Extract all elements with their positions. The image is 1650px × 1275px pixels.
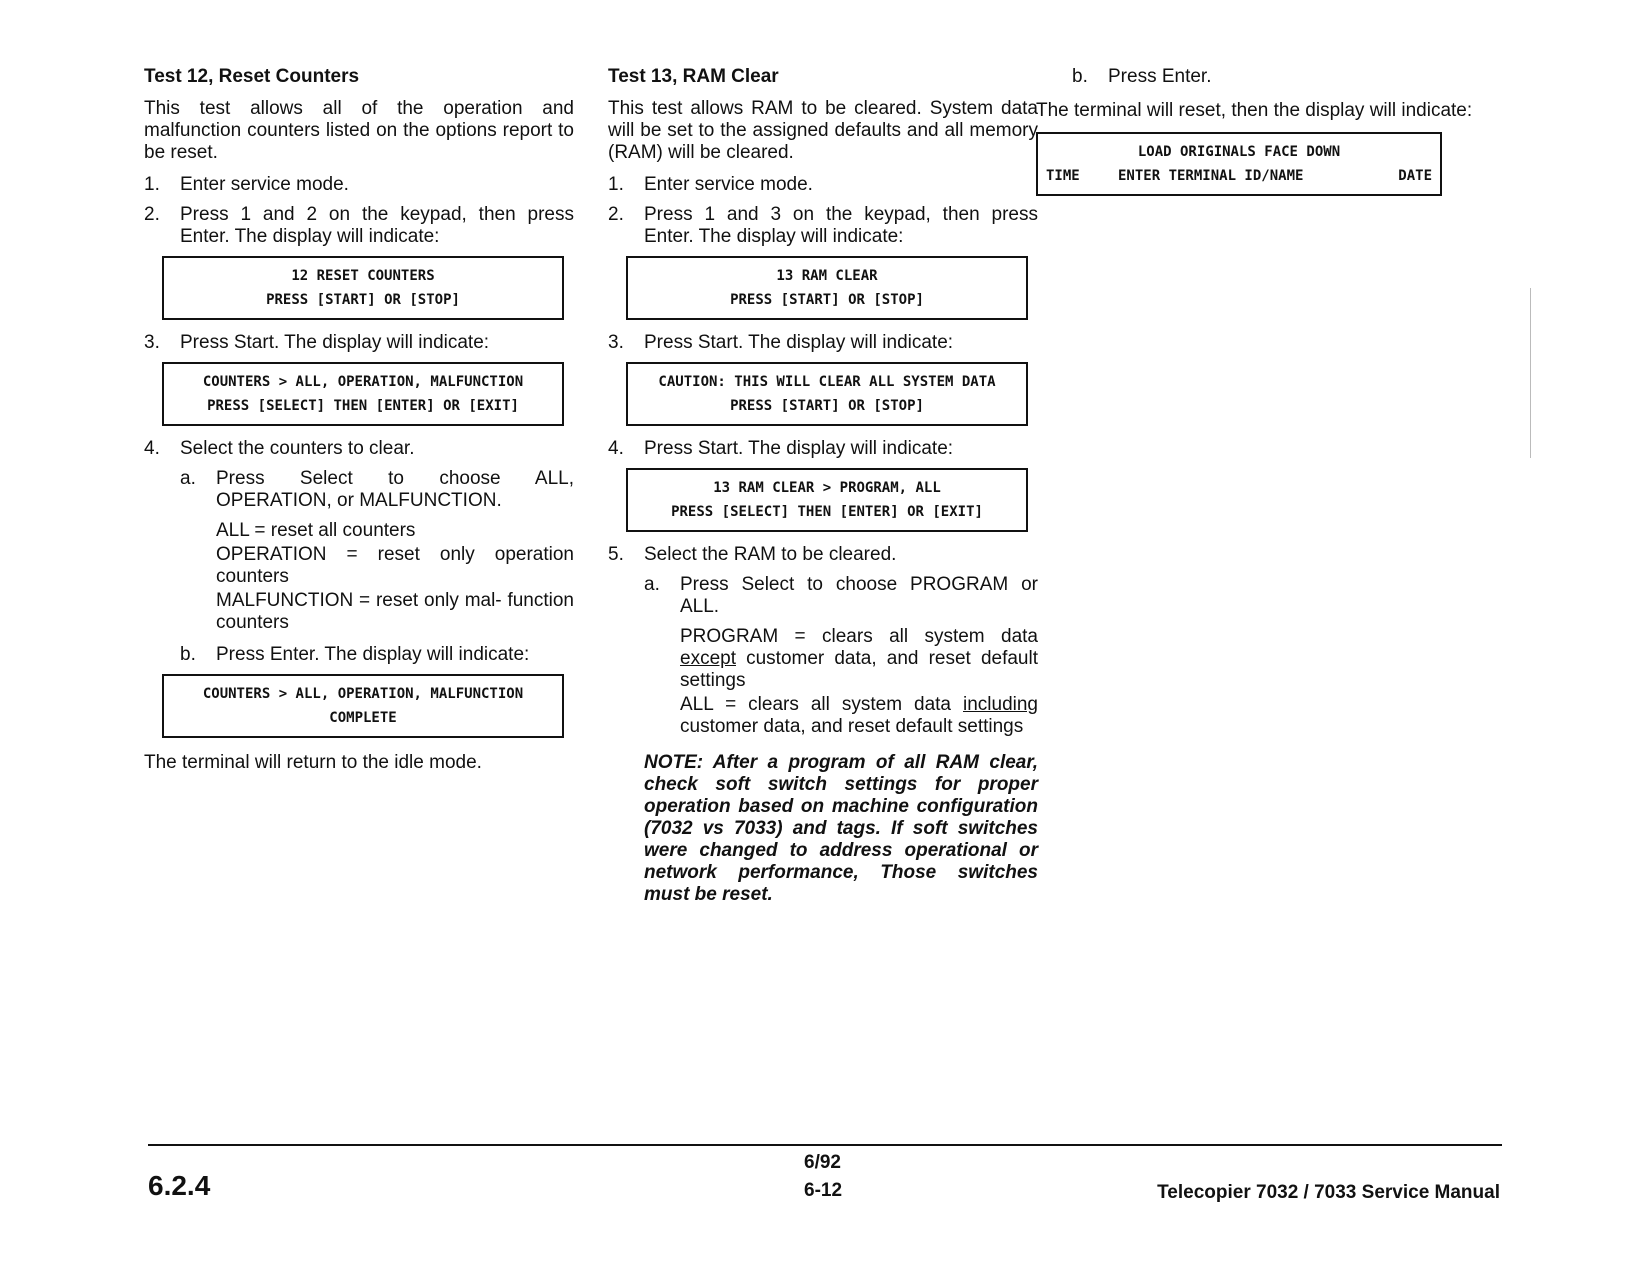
footer-rule bbox=[148, 1144, 1502, 1146]
step-number: 5. bbox=[608, 544, 624, 565]
display-panel bbox=[1036, 132, 1442, 196]
sub-step-letter: a. bbox=[644, 574, 660, 595]
note-text: NOTE: After a program of all RAM clear, check soft switch settings for proper operation based on machine configuration (7032 vs 7033) and tags. If soft switches were changed to address operational or network performance, Those switches must be reset. bbox=[644, 752, 1038, 905]
step-number: 1. bbox=[144, 174, 160, 195]
emphasis-text: except bbox=[680, 648, 736, 669]
step-number: 3. bbox=[144, 332, 160, 353]
definition-text: customer data, and reset default settings bbox=[680, 716, 1024, 737]
display-line: COMPLETE bbox=[329, 710, 397, 726]
display-line: PRESS [START] OR [STOP] bbox=[730, 292, 924, 308]
sub-step bbox=[1072, 66, 1498, 88]
section-number: 6.2.4 bbox=[148, 1170, 211, 1201]
sub-step-text: Press Select to choose PROGRAM or ALL. bbox=[680, 574, 1038, 617]
display-panel bbox=[626, 468, 1028, 532]
display-line: CAUTION: THIS WILL CLEAR ALL SYSTEM DATA bbox=[658, 374, 996, 390]
step-number: 2. bbox=[608, 204, 624, 225]
section-title: Test 12, Reset Counters bbox=[144, 66, 360, 87]
step bbox=[144, 438, 574, 460]
step bbox=[608, 332, 1038, 354]
definition-text: customer data, and reset default settings bbox=[680, 648, 1038, 691]
step-number: 1. bbox=[608, 174, 624, 195]
display-line: 13 RAM CLEAR bbox=[776, 268, 878, 284]
display-line: LOAD ORIGINALS FACE DOWN bbox=[1137, 144, 1341, 160]
closing-text: The terminal will return to the idle mode. bbox=[144, 752, 482, 773]
result-text: The terminal will reset, then the display will indicate: bbox=[1036, 100, 1473, 121]
step-text: Press Start. The display will indicate: bbox=[644, 332, 954, 353]
step bbox=[608, 438, 1038, 460]
display-message: ENTER TERMINAL ID/NAME bbox=[1118, 168, 1304, 184]
display-time-label: TIME bbox=[1046, 168, 1080, 184]
display-line: PRESS [SELECT] THEN [ENTER] OR [EXIT] bbox=[671, 504, 983, 520]
column-test-12 bbox=[144, 62, 574, 784]
definition-text: PROGRAM = clears all system data bbox=[680, 626, 1038, 647]
step-text: Press Start. The display will indicate: bbox=[180, 332, 490, 353]
step-text: Press Start. The display will indicate: bbox=[644, 438, 954, 459]
intro-paragraph: This test allows all of the operation and malfunction counters listed on the options report to be reset. bbox=[144, 98, 574, 163]
definition: OPERATION = reset only operation counters bbox=[216, 544, 574, 587]
column-continued bbox=[1036, 62, 1498, 208]
display-panel bbox=[626, 362, 1028, 426]
step-text: Select the counters to clear. bbox=[180, 438, 415, 459]
sub-step-text: Press Enter. bbox=[1108, 66, 1212, 87]
step bbox=[608, 204, 1038, 248]
step bbox=[608, 544, 1038, 566]
display-panel bbox=[162, 362, 564, 426]
column-test-13 bbox=[608, 62, 1038, 906]
step-number: 4. bbox=[608, 438, 624, 459]
emphasis-text: including bbox=[963, 694, 1038, 715]
sub-step bbox=[180, 644, 574, 666]
display-panel bbox=[626, 256, 1028, 320]
definition: MALFUNCTION = reset only mal- function counters bbox=[216, 590, 574, 633]
revision-date: 6/92 bbox=[804, 1152, 841, 1173]
definition-text: ALL = clears all system data bbox=[680, 694, 963, 715]
sub-step-text: Press Enter. The display will indicate: bbox=[216, 644, 530, 665]
display-line: PRESS [START] OR [STOP] bbox=[266, 292, 460, 308]
intro-paragraph: This test allows RAM to be cleared. System data will be set to the assigned defaults and all memory (RAM) will be cleared. bbox=[608, 98, 1038, 163]
step bbox=[144, 204, 574, 248]
step-number: 2. bbox=[144, 204, 160, 225]
step-text: Enter service mode. bbox=[644, 174, 813, 195]
step bbox=[144, 174, 574, 196]
display-panel bbox=[162, 674, 564, 738]
display-date-label: DATE bbox=[1398, 168, 1432, 184]
step-text: Press 1 and 2 on the keypad, then press Enter. The display will indicate: bbox=[180, 204, 574, 247]
display-line: 13 RAM CLEAR > PROGRAM, ALL bbox=[713, 480, 941, 496]
sub-step-letter: b. bbox=[180, 644, 196, 665]
definition-all bbox=[680, 694, 1038, 738]
sub-step-letter: b. bbox=[1072, 66, 1088, 87]
display-panel bbox=[162, 256, 564, 320]
sub-step bbox=[644, 574, 1038, 618]
page-number: 6-12 bbox=[804, 1180, 843, 1201]
display-line: PRESS [SELECT] THEN [ENTER] OR [EXIT] bbox=[207, 398, 519, 414]
display-line: 12 RESET COUNTERS bbox=[291, 268, 435, 284]
step bbox=[608, 174, 1038, 196]
sub-step-text: Press Select to choose ALL, OPERATION, or MALFUNCTION. bbox=[216, 468, 574, 511]
display-line bbox=[1038, 164, 1440, 188]
sub-step-letter: a. bbox=[180, 468, 196, 489]
scan-artifact-line bbox=[1530, 288, 1531, 458]
step bbox=[144, 332, 574, 354]
display-line: COUNTERS > ALL, OPERATION, MALFUNCTION bbox=[202, 374, 524, 390]
step-text: Enter service mode. bbox=[180, 174, 349, 195]
definition: ALL = reset all counters bbox=[216, 520, 416, 541]
step-text: Select the RAM to be cleared. bbox=[644, 544, 897, 565]
step-text: Press 1 and 3 on the keypad, then press Enter. The display will indicate: bbox=[644, 204, 1038, 247]
section-title: Test 13, RAM Clear bbox=[608, 66, 779, 87]
sub-step bbox=[180, 468, 574, 512]
display-line: COUNTERS > ALL, OPERATION, MALFUNCTION bbox=[202, 686, 524, 702]
step-number: 4. bbox=[144, 438, 160, 459]
manual-title: Telecopier 7032 / 7033 Service Manual bbox=[1157, 1182, 1500, 1203]
definition-program bbox=[680, 626, 1038, 692]
display-line: PRESS [START] OR [STOP] bbox=[730, 398, 924, 414]
step-number: 3. bbox=[608, 332, 624, 353]
